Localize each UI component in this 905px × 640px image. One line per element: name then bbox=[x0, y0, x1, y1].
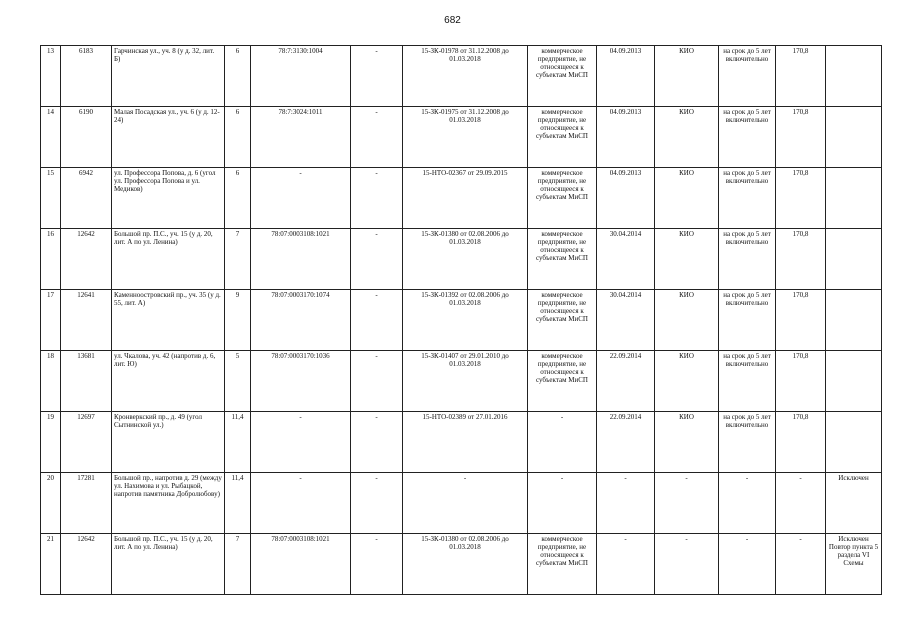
zone-cell: 5 bbox=[225, 351, 251, 412]
cadastral-number: 78:7:3024:1011 bbox=[251, 107, 351, 168]
document-table bbox=[40, 45, 882, 595]
cadastral-number: - bbox=[251, 168, 351, 229]
column-5-cell: - bbox=[351, 290, 403, 351]
address-cell: Каменноостровский пр., уч. 35 (у д. 55, лит. А) bbox=[112, 290, 225, 351]
organization-cell: КИО bbox=[655, 412, 719, 473]
page-number: 682 bbox=[444, 15, 461, 26]
zone-cell: 9 bbox=[225, 290, 251, 351]
cadastral-number: - bbox=[251, 473, 351, 534]
area-cell: - bbox=[776, 473, 826, 534]
subject-type: коммерческое предприятие, не относящееся к субъектам МиСП bbox=[528, 534, 597, 595]
subject-type: - bbox=[528, 412, 597, 473]
note-cell bbox=[826, 229, 882, 290]
table-row bbox=[41, 351, 882, 412]
table-row bbox=[41, 168, 882, 229]
row-number: 19 bbox=[41, 412, 61, 473]
date-cell: 22.09.2014 bbox=[597, 412, 655, 473]
address-cell: Гарчинская ул., уч. 8 (у д. 32, лит. Б) bbox=[112, 46, 225, 107]
organization-cell: КИО bbox=[655, 351, 719, 412]
document-cell: 15-НТО-02389 от 27.01.2016 bbox=[403, 412, 528, 473]
organization-cell: - bbox=[655, 473, 719, 534]
note-cell bbox=[826, 107, 882, 168]
column-5-cell: - bbox=[351, 46, 403, 107]
date-cell: - bbox=[597, 473, 655, 534]
object-id: 13681 bbox=[61, 351, 112, 412]
date-cell: 30.04.2014 bbox=[597, 290, 655, 351]
zone-cell: 7 bbox=[225, 229, 251, 290]
cadastral-number: 78:07:0003108:1021 bbox=[251, 534, 351, 595]
table-row bbox=[41, 107, 882, 168]
date-cell: 30.04.2014 bbox=[597, 229, 655, 290]
area-cell: 170,8 bbox=[776, 412, 826, 473]
term-cell: на срок до 5 лет включительно bbox=[719, 412, 776, 473]
cadastral-number: - bbox=[251, 412, 351, 473]
note-cell: Исключен Повтор пункта 5 раздела VI Схемы bbox=[826, 534, 882, 595]
table-row bbox=[41, 473, 882, 534]
note-cell bbox=[826, 168, 882, 229]
address-cell: Большой пр. П.С., уч. 15 (у д. 20, лит. А по ул. Ленина) bbox=[112, 534, 225, 595]
address-cell: Кронверкский пр., д. 49 (угол Сытнинской ул.) bbox=[112, 412, 225, 473]
row-number: 16 bbox=[41, 229, 61, 290]
zone-cell: 11,4 bbox=[225, 473, 251, 534]
note-cell bbox=[826, 290, 882, 351]
term-cell: на срок до 5 лет включительно bbox=[719, 46, 776, 107]
term-cell: на срок до 5 лет включительно bbox=[719, 168, 776, 229]
term-cell: - bbox=[719, 473, 776, 534]
cadastral-number: 78:07:0003170:1036 bbox=[251, 351, 351, 412]
area-cell: 170,8 bbox=[776, 351, 826, 412]
column-5-cell: - bbox=[351, 107, 403, 168]
document-cell: 15-ЗК-01392 от 02.08.2006 до 01.03.2018 bbox=[403, 290, 528, 351]
note-cell: Исключен bbox=[826, 473, 882, 534]
column-5-cell: - bbox=[351, 168, 403, 229]
subject-type: коммерческое предприятие, не относящееся к субъектам МиСП bbox=[528, 229, 597, 290]
object-id: 12642 bbox=[61, 534, 112, 595]
document-cell: 15-ЗК-01975 от 31.12.2008 до 01.03.2018 bbox=[403, 107, 528, 168]
object-id: 12697 bbox=[61, 412, 112, 473]
subject-type: коммерческое предприятие, не относящееся к субъектам МиСП bbox=[528, 351, 597, 412]
column-5-cell: - bbox=[351, 534, 403, 595]
area-cell: 170,8 bbox=[776, 46, 826, 107]
document-cell: 15-ЗК-01978 от 31.12.2008 до 01.03.2018 bbox=[403, 46, 528, 107]
date-cell: - bbox=[597, 534, 655, 595]
table-body bbox=[41, 46, 882, 595]
row-number: 17 bbox=[41, 290, 61, 351]
column-5-cell: - bbox=[351, 412, 403, 473]
address-cell: ул. Чкалова, уч. 42 (напротив д. 6, лит. Ю) bbox=[112, 351, 225, 412]
term-cell: на срок до 5 лет включительно bbox=[719, 107, 776, 168]
cadastral-number: 78:7:3130:1004 bbox=[251, 46, 351, 107]
note-cell bbox=[826, 412, 882, 473]
object-id: 6942 bbox=[61, 168, 112, 229]
area-cell: 170,8 bbox=[776, 107, 826, 168]
column-5-cell: - bbox=[351, 473, 403, 534]
table-row bbox=[41, 46, 882, 107]
date-cell: 04.09.2013 bbox=[597, 168, 655, 229]
date-cell: 04.09.2013 bbox=[597, 46, 655, 107]
organization-cell: КИО bbox=[655, 168, 719, 229]
cadastral-number: 78:07:0003170:1074 bbox=[251, 290, 351, 351]
subject-type: коммерческое предприятие, не относящееся к субъектам МиСП bbox=[528, 107, 597, 168]
note-cell bbox=[826, 351, 882, 412]
term-cell: на срок до 5 лет включительно bbox=[719, 351, 776, 412]
object-id: 17281 bbox=[61, 473, 112, 534]
object-id: 12642 bbox=[61, 229, 112, 290]
area-cell: 170,8 bbox=[776, 229, 826, 290]
cadastral-number: 78:07:0003108:1021 bbox=[251, 229, 351, 290]
object-id: 6183 bbox=[61, 46, 112, 107]
date-cell: 22.09.2014 bbox=[597, 351, 655, 412]
organization-cell: КИО bbox=[655, 229, 719, 290]
subject-type: коммерческое предприятие, не относящееся к субъектам МиСП bbox=[528, 46, 597, 107]
note-cell bbox=[826, 46, 882, 107]
zone-cell: 6 bbox=[225, 168, 251, 229]
term-cell: на срок до 5 лет включительно bbox=[719, 290, 776, 351]
row-number: 18 bbox=[41, 351, 61, 412]
document-cell: - bbox=[403, 473, 528, 534]
zone-cell: 6 bbox=[225, 107, 251, 168]
area-cell: 170,8 bbox=[776, 290, 826, 351]
organization-cell: - bbox=[655, 534, 719, 595]
object-id: 6190 bbox=[61, 107, 112, 168]
zone-cell: 6 bbox=[225, 46, 251, 107]
address-cell: Большой пр., напротив д. 29 (между ул. Нахимова и ул. Рыбацкой, напротив памятника Добролюбову) bbox=[112, 473, 225, 534]
organization-cell: КИО bbox=[655, 46, 719, 107]
table-row bbox=[41, 412, 882, 473]
term-cell: на срок до 5 лет включительно bbox=[719, 229, 776, 290]
column-5-cell: - bbox=[351, 229, 403, 290]
document-cell: 15-НТО-02367 от 29.09.2015 bbox=[403, 168, 528, 229]
row-number: 14 bbox=[41, 107, 61, 168]
table-row bbox=[41, 290, 882, 351]
organization-cell: КИО bbox=[655, 107, 719, 168]
term-cell: - bbox=[719, 534, 776, 595]
address-cell: Большой пр. П.С., уч. 15 (у д. 20, лит. А по ул. Ленина) bbox=[112, 229, 225, 290]
document-cell: 15-ЗК-01380 от 02.08.2006 до 01.03.2018 bbox=[403, 229, 528, 290]
row-number: 21 bbox=[41, 534, 61, 595]
document-cell: 15-ЗК-01407 от 29.01.2010 до 01.03.2018 bbox=[403, 351, 528, 412]
zone-cell: 7 bbox=[225, 534, 251, 595]
area-cell: 170,8 bbox=[776, 168, 826, 229]
row-number: 13 bbox=[41, 46, 61, 107]
column-5-cell: - bbox=[351, 351, 403, 412]
address-cell: ул. Профессора Попова, д. 6 (угол ул. Профессора Попова и ул. Медиков) bbox=[112, 168, 225, 229]
organization-cell: КИО bbox=[655, 290, 719, 351]
area-cell: - bbox=[776, 534, 826, 595]
date-cell: 04.09.2013 bbox=[597, 107, 655, 168]
document-cell: 15-ЗК-01380 от 02.08.2006 до 01.03.2018 bbox=[403, 534, 528, 595]
subject-type: коммерческое предприятие, не относящееся к субъектам МиСП bbox=[528, 290, 597, 351]
row-number: 15 bbox=[41, 168, 61, 229]
zone-cell: 11,4 bbox=[225, 412, 251, 473]
subject-type: - bbox=[528, 473, 597, 534]
row-number: 20 bbox=[41, 473, 61, 534]
address-cell: Малая Посадская ул., уч. 6 (у д. 12-24) bbox=[112, 107, 225, 168]
subject-type: коммерческое предприятие, не относящееся к субъектам МиСП bbox=[528, 168, 597, 229]
object-id: 12641 bbox=[61, 290, 112, 351]
table-row bbox=[41, 534, 882, 595]
table-row bbox=[41, 229, 882, 290]
